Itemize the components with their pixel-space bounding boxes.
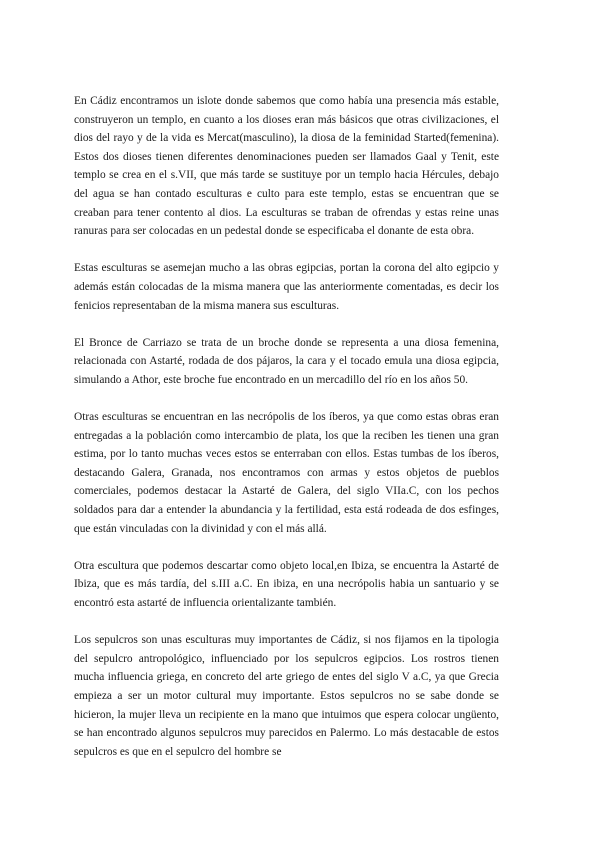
- paragraph-sepulcros: Los sepulcros son unas esculturas muy importantes de Cádiz, si nos fijamos en la tipologia del sepulcro antropológico, influenciado por los sepulcros egipcios. Los rostros tienen mucha influencia griega, en concreto del arte griego de entes del siglo V a.C, ya que Grecia empieza a ser un motor cultural muy importante. Estos sepulcros no se sabe donde se hicieron, la mujer lleva un recipiente en la mano que intuimos que espera colocar ungüento, se han encontrado algunos sepulcros muy parecidos en Palermo. Lo más destacable de estos sepulcros es que en el sepulcro del hombre se: [74, 634, 499, 758]
- document-body: [74, 92, 499, 780]
- paragraph-egyptian-similarity: Estas esculturas se asemejan mucho a las obras egipcias, portan la corona del alto egipcio y además están colocadas de la misma manera que las anteriormente comentadas, es decir los fenicios representaban de la misma manera sus esculturas.: [74, 262, 499, 312]
- paragraph-astarte-ibiza: Otra escultura que podemos descartar como objeto local,en Ibiza, se encuentra la Astarté de Ibiza, que es más tardía, del s.III a.C. En ibiza, en una necrópolis habia un santuario y se encontró esta astarté de influencia orientalizante también.: [74, 559, 499, 610]
- paragraph-bronce-carriazo: El Bronce de Carriazo se trata de un broche donde se representa a una diosa femenina, relacionada con Astarté, rodada de dos pájaros, la cara y el tocado emula una diosa egipcia, simulando a Athor, este broche fue encontrado en un mercadillo del río en los años 50.: [74, 336, 499, 386]
- paragraph-cadiz-temple: En Cádiz encontramos un islote donde sabemos que como había una presencia más estable, construyeron un templo, en cuanto a los dioses eran más básicos que otras civilizaciones, el dios del rayo y de la vida es Mercat(masculino), la diosa de la feminidad Started(femenina). Estos dos dioses tienen diferentes denominaciones pueden ser llamados Gaal y Tenit, este templo se crea en el s.VII, que más tarde se sustituye por un templo hacia Hércules, debajo del agua se han contado esculturas e culto para este templo, estas se encuentran que se creaban para tener contento al dios. La esculturas se traban de ofrendas y estas reine unas ranuras para ser colocadas en un pedestal donde se especificaba el donante de esta obra.: [74, 95, 499, 238]
- paragraph-iberian-necropolis: Otras esculturas se encuentran en las necrópolis de los íberos, ya que como estas obras eran entregadas a la población como intercambio de plata, los que la reciben les tienen una gran estima, por lo tanto muchas veces estos se enterraban con ellos. Estas tumbas de los íberos, destacando Galera, Granada, nos encontramos con armas y estos objetos de pueblos comerciales, podemos destacar la Astarté de Galera, del siglo VIIa.C, con los pechos soldados para dar a entender la abundancia y la fertilidad, esta está rodeada de dos esfinges, que están vinculadas con la divinidad y con el más allá.: [74, 411, 499, 535]
